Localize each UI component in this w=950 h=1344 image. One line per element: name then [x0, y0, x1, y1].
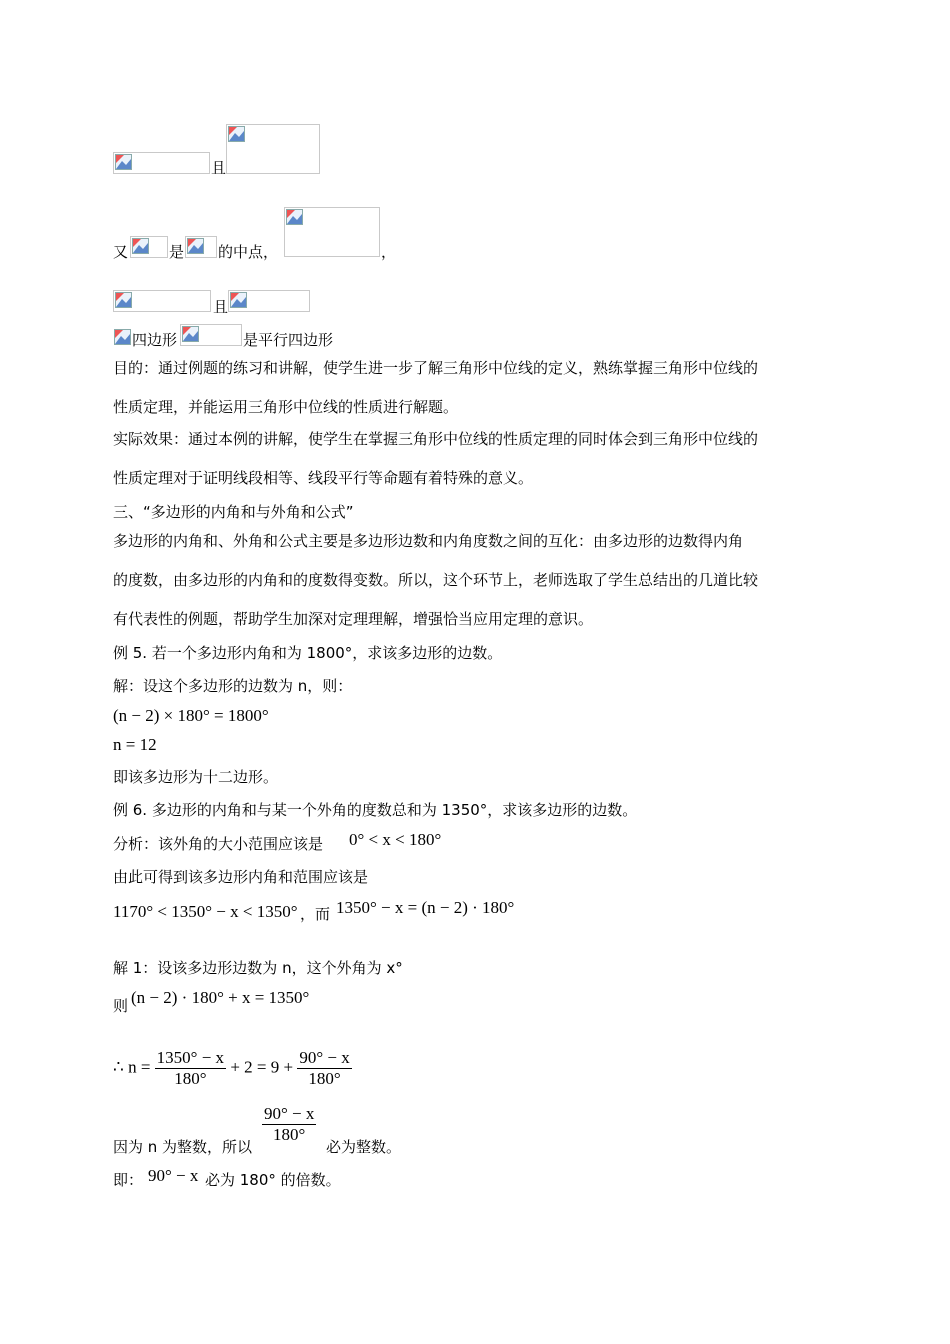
fraction-1-numerator: 1350° − x: [156, 1048, 225, 1067]
fraction-1: [155, 1048, 226, 1089]
fraction-3-numerator: 90° − x: [264, 1104, 315, 1123]
formula-image: [113, 152, 210, 174]
text-qie-2: 且: [213, 298, 229, 316]
broken-image-icon: [286, 209, 303, 225]
paragraph-intro-line3: 有代表性的例题，帮助学生加深对定理理解，增强恰当应用定理的意识。: [113, 610, 594, 628]
fraction-1-denominator: 180°: [174, 1069, 207, 1088]
paragraph-xiaoguo-line1: 实际效果：通过本例的讲解，使学生在掌握三角形中位线的性质定理的同时体会到三角形中位线的: [113, 430, 759, 448]
because-text: 因为 n 为整数，所以: [113, 1138, 253, 1156]
text-qie: 且: [211, 159, 227, 177]
solution-1-equation: (n − 2) · 180° + x = 1350°: [131, 988, 310, 1007]
broken-image-icon: [187, 238, 204, 254]
text-shi-pingxing: 是平行四边形: [243, 331, 334, 349]
example-6-deduce: 由此可得到该多边形内角和范围应该是: [113, 868, 369, 886]
example-5-solution: 解：设这个多边形的边数为 n，则：: [113, 677, 353, 695]
multiple-text: 必为 180° 的倍数。: [205, 1171, 341, 1189]
broken-image-icon: [230, 292, 247, 308]
formula-image: [113, 290, 211, 312]
text-sibianxing: 四边形: [132, 331, 178, 349]
formula-image: [180, 324, 242, 346]
section-heading: 三、“多边形的内角和与外角和公式”: [113, 503, 354, 521]
fraction-3-wrap: [262, 1104, 316, 1145]
ji-expression: 90° − x: [148, 1166, 199, 1185]
solution-1-intro: 解 1：设该多边形边数为 n，这个外角为 x°: [113, 959, 403, 977]
broken-image-icon: [114, 329, 131, 345]
formula-image: [113, 328, 133, 348]
text-de-zhongdian: 的中点，: [218, 243, 279, 261]
fraction-2: [297, 1048, 351, 1089]
therefore-symbol: ∴: [113, 1057, 124, 1077]
n-equals: n =: [128, 1057, 151, 1077]
broken-image-icon: [182, 326, 199, 342]
broken-image-icon: [115, 292, 132, 308]
formula-image: [130, 236, 168, 258]
text-shi: 是: [169, 243, 185, 261]
paragraph-mudi-line2: 性质定理，并能运用三角形中位线的性质进行解题。: [113, 398, 459, 416]
example-6-er: ，而: [300, 905, 331, 923]
paragraph-mudi-line1: 目的：通过例题的练习和讲解，使学生进一步了解三角形中位线的定义，熟练掌握三角形中位线的: [113, 359, 759, 377]
broken-image-icon: [228, 126, 245, 142]
example-5-equation-2: n = 12: [113, 735, 157, 754]
example-5-title: 例 5. 若一个多边形内角和为 1800°，求该多边形的边数。: [113, 644, 503, 662]
paragraph-xiaoguo-line2: 性质定理对于证明线段相等、线段平行等命题有着特殊的意义。: [113, 469, 534, 487]
example-5-conclusion: 即该多边形为十二边形。: [113, 768, 279, 786]
paragraph-intro-line1: 多边形的内角和、外角和公式主要是多边形边数和内角度数之间的互化：由多边形的边数得内角: [113, 532, 744, 550]
formula-image: [284, 207, 380, 257]
solution-1-derivation: [113, 1048, 352, 1089]
fraction-3-denominator: 180°: [273, 1125, 306, 1144]
broken-image-icon: [132, 238, 149, 254]
formula-image: [226, 124, 320, 174]
example-6-range: 0° < x < 180°: [349, 830, 442, 849]
example-6-title: 例 6. 多边形的内角和与某一个外角的度数总和为 1350°，求该多边形的边数。: [113, 801, 638, 819]
broken-image-icon: [115, 154, 132, 170]
fraction-3: [262, 1104, 316, 1145]
example-6-inequality: 1170° < 1350° − x < 1350°: [113, 902, 298, 921]
example-6-analysis: 分析：该外角的大小范围应该是: [113, 835, 324, 853]
paragraph-intro-line2: 的度数，由多边形的内角和的度数得变数。所以，这个环节上，老师选取了学生总结出的几道比较: [113, 571, 759, 589]
text-comma: ，: [381, 243, 397, 261]
ji-text: 即：: [113, 1171, 144, 1189]
fraction-2-denominator: 180°: [308, 1069, 341, 1088]
fraction-2-numerator: 90° − x: [299, 1048, 350, 1067]
example-5-equation-1: (n − 2) × 180° = 1800°: [113, 706, 269, 725]
plus-two-equals-nine: + 2 = 9 +: [230, 1057, 294, 1077]
formula-image: [228, 290, 310, 312]
solution-1-ze: 则: [113, 997, 129, 1015]
text-you: 又: [113, 243, 129, 261]
formula-image: [185, 236, 217, 258]
must-integer-text: 必为整数。: [326, 1138, 402, 1156]
example-6-equation: 1350° − x = (n − 2) · 180°: [336, 898, 515, 917]
